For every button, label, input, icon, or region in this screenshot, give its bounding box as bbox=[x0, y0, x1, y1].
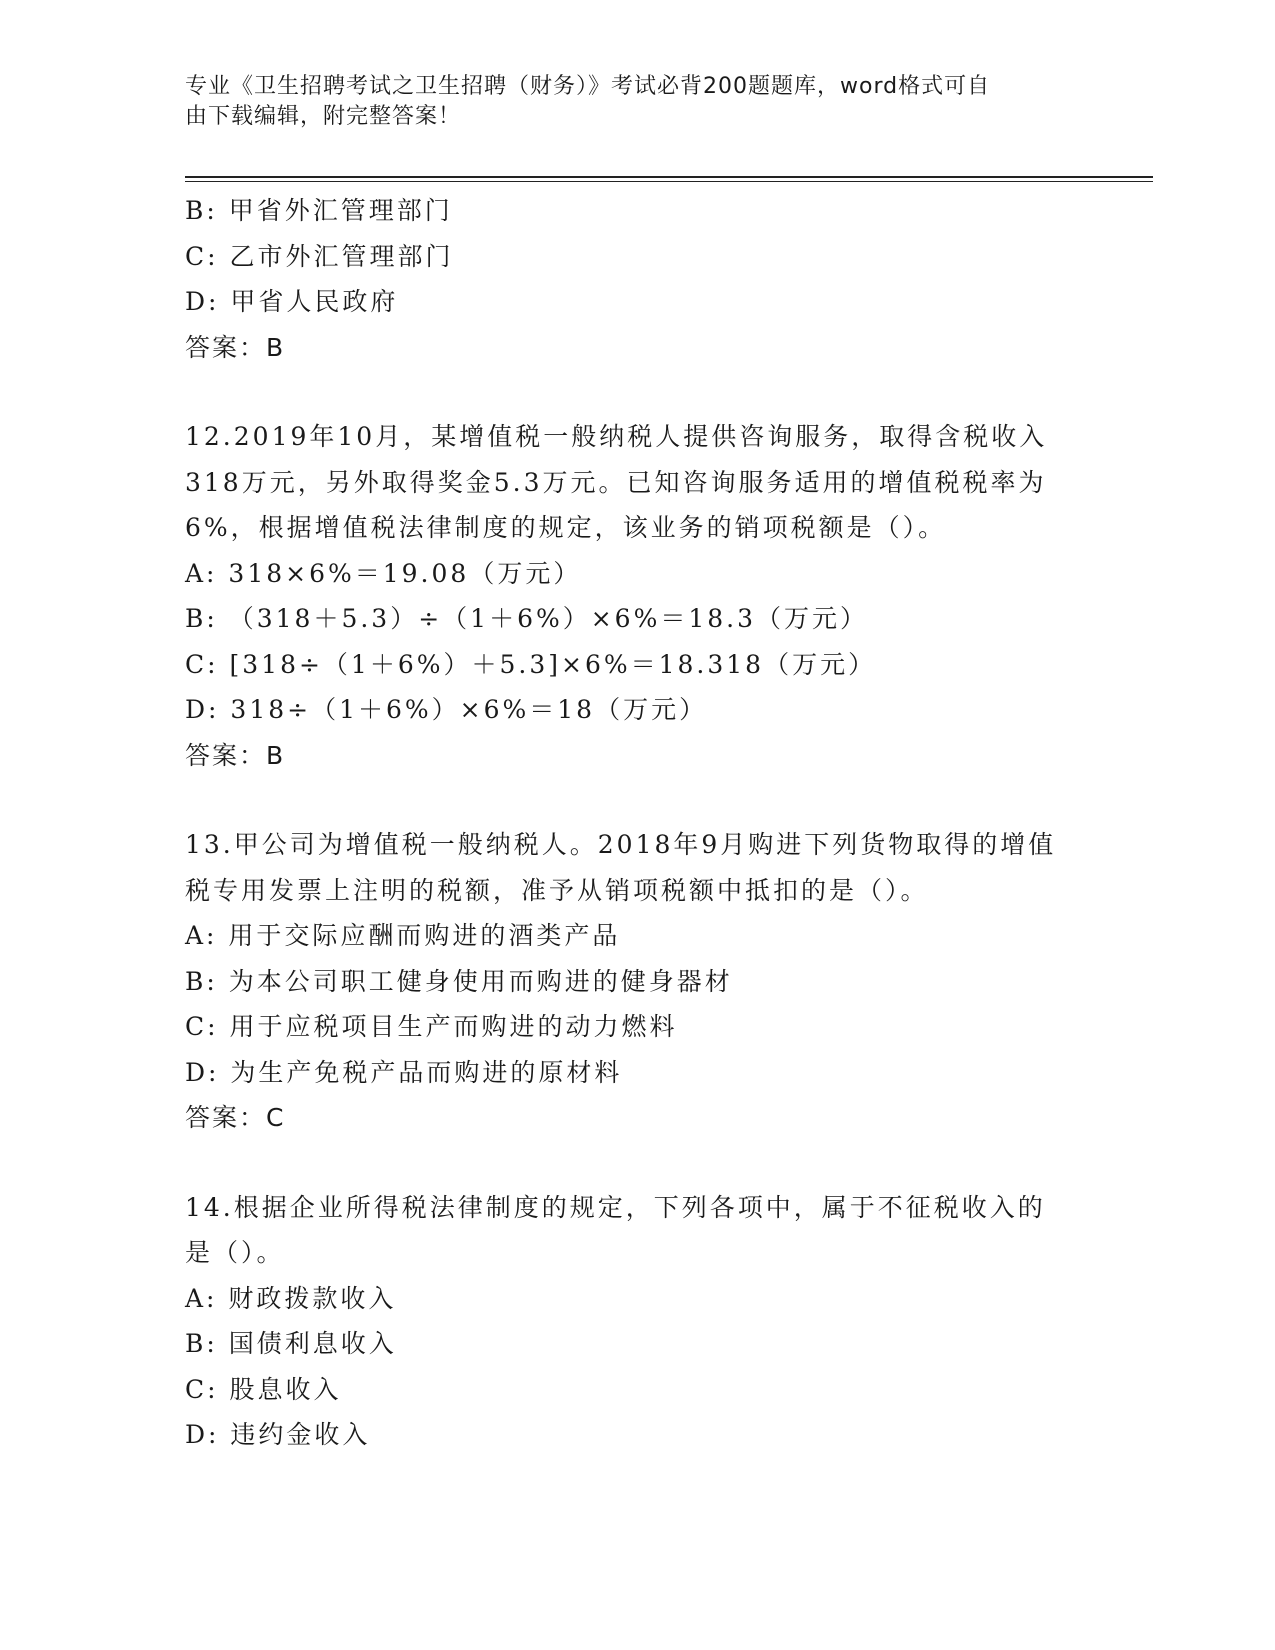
question-stem: 税专用发票上注明的税额，准予从销项税额中抵扣的是（）。 bbox=[185, 875, 929, 905]
option-c: C: 乙市外汇管理部门 bbox=[185, 241, 454, 271]
question-stem: 318万元，另外取得奖金5.3万元。已知咨询服务适用的增值税税率为 bbox=[185, 467, 1047, 497]
answer: 答案：B bbox=[185, 332, 286, 362]
spacer bbox=[185, 1141, 1085, 1185]
question-13 bbox=[185, 822, 1085, 1141]
document-header bbox=[185, 72, 1065, 132]
option-a: A: 用于交际应酬而购进的酒类产品 bbox=[185, 921, 621, 950]
option-d: D: 甲省人民政府 bbox=[185, 287, 399, 316]
header-line-1: 专业《卫生招聘考试之卫生招聘（财务）》考试必背200题题库，word格式可自 bbox=[185, 74, 991, 99]
option-b: B: （318＋5.3）÷（1＋6%）×6%＝18.3（万元） bbox=[185, 604, 869, 633]
question-stem: 14.根据企业所得税法律制度的规定，下列各项中，属于不征税收入的 bbox=[185, 1192, 1046, 1222]
option-c: C: 股息收入 bbox=[185, 1374, 342, 1404]
option-d: D: 违约金收入 bbox=[185, 1420, 371, 1449]
question-stem: 6%，根据增值税法律制度的规定，该业务的销项税额是（）。 bbox=[185, 513, 947, 542]
option-c: C: [318÷（1＋6%）＋5.3]×6%＝18.318（万元） bbox=[185, 649, 877, 679]
question-12 bbox=[185, 414, 1085, 778]
option-d: D: 为生产免税产品而购进的原材料 bbox=[185, 1057, 623, 1087]
header-line-2: 由下载编辑，附完整答案！ bbox=[185, 104, 462, 129]
question-14 bbox=[185, 1185, 1085, 1458]
option-b: B: 国债利息收入 bbox=[185, 1329, 397, 1358]
answer: 答案：C bbox=[185, 1103, 286, 1132]
option-b: B: 甲省外汇管理部门 bbox=[185, 196, 453, 225]
spacer bbox=[185, 370, 1085, 414]
option-c: C: 用于应税项目生产而购进的动力燃料 bbox=[185, 1012, 678, 1041]
question-stem: 是（）。 bbox=[185, 1238, 285, 1267]
answer: 答案：B bbox=[185, 740, 286, 770]
question-stem: 13.甲公司为增值税一般纳税人。2018年9月购进下列货物取得的增值 bbox=[185, 830, 1057, 859]
header-divider-thin bbox=[185, 181, 1153, 182]
document-body bbox=[185, 188, 1085, 1458]
option-a: A: 财政拨款收入 bbox=[185, 1283, 397, 1313]
option-b: B: 为本公司职工健身使用而购进的健身器材 bbox=[185, 966, 733, 996]
header-divider-thick bbox=[185, 176, 1153, 178]
spacer bbox=[185, 778, 1085, 822]
option-a: A: 318×6%＝19.08（万元） bbox=[185, 558, 582, 588]
question-11-tail bbox=[185, 188, 1085, 370]
question-stem: 12.2019年10月，某增值税一般纳税人提供咨询服务，取得含税收入 bbox=[185, 422, 1048, 451]
option-d: D: 318÷（1＋6%）×6%＝18（万元） bbox=[185, 695, 708, 724]
